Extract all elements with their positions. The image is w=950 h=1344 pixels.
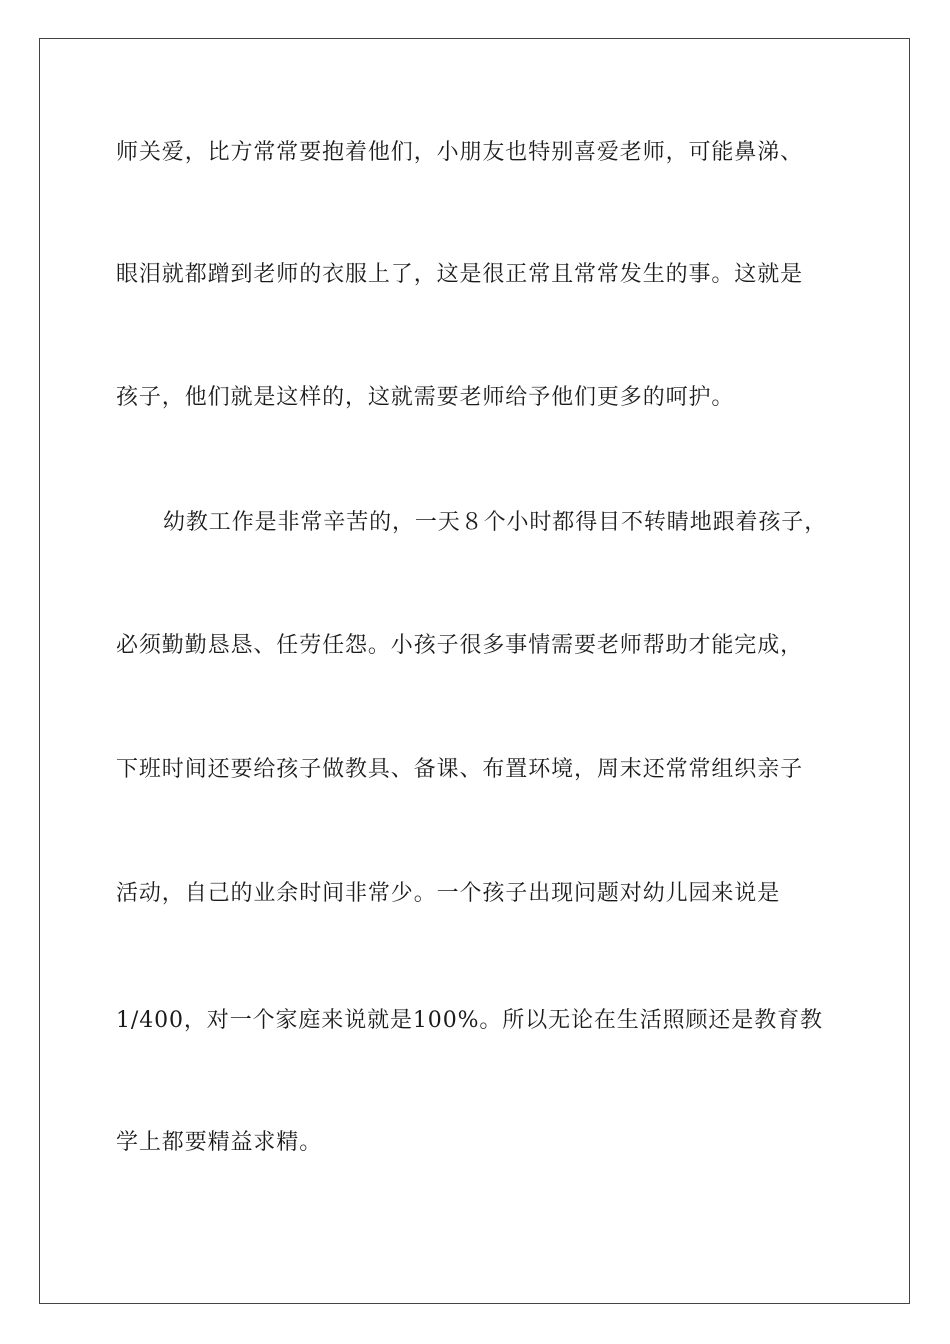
text-line: 眼泪就都蹭到老师的衣服上了，这是很正常且常常发生的事。这就是 <box>116 262 804 287</box>
paragraph-start-line: 幼教工作是非常辛苦的，一天８个小时都得目不转睛地跟着孩子， <box>163 510 828 535</box>
text-line: 1/400，对一个家庭来说就是100%。所以无论在生活照顾还是教育教 <box>116 1008 823 1033</box>
page-border <box>39 38 910 1304</box>
text-line: 活动，自己的业余时间非常少。一个孩子出现问题对幼儿园来说是 <box>116 881 781 906</box>
text-line: 师关爱，比方常常要抱着他们，小朋友也特别喜爱老师，可能鼻涕、 <box>116 140 804 165</box>
text-line: 下班时间还要给孩子做教具、备课、布置环境，周末还常常组织亲子 <box>116 757 804 782</box>
text-line: 学上都要精益求精。 <box>116 1130 323 1155</box>
text-line: 必须勤勤恳恳、任劳任怨。小孩子很多事情需要老师帮助才能完成， <box>116 633 804 658</box>
text-line: 孩子，他们就是这样的，这就需要老师给予他们更多的呵护。 <box>116 385 735 410</box>
